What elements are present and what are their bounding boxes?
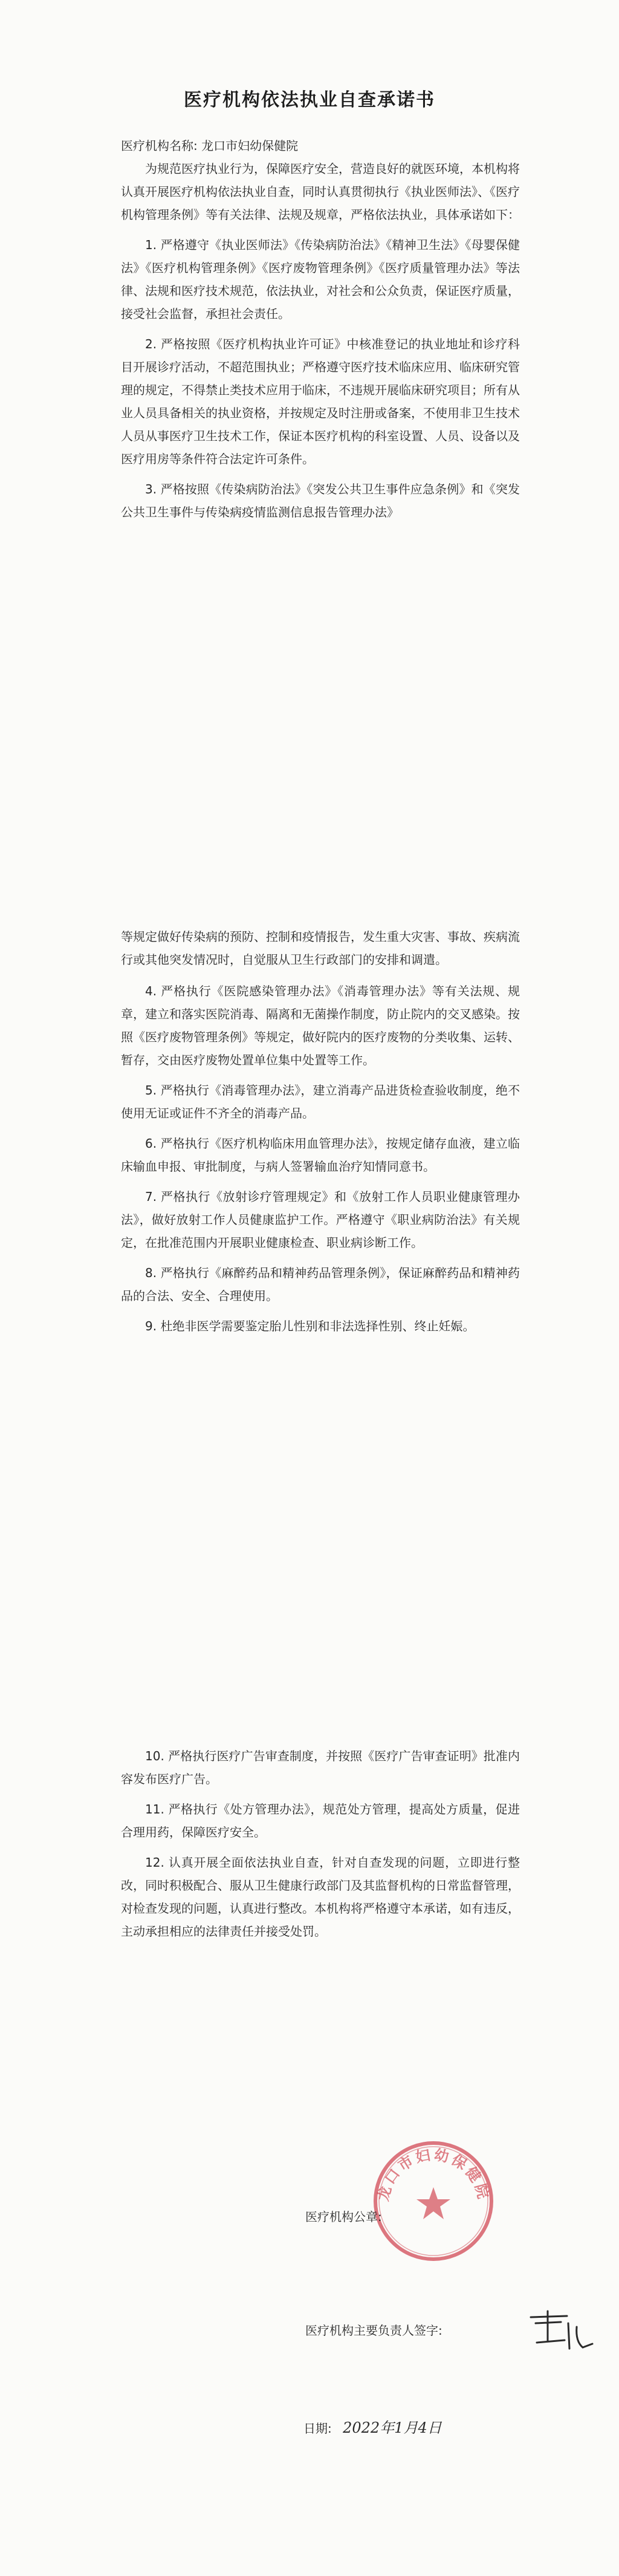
date-value: 2022年1月4日: [343, 2419, 442, 2436]
commitment-item-11: 11. 严格执行《处方管理办法》，规范处方管理，提高处方质量，促进合理用药，保障医疗安全。: [121, 1802, 520, 1839]
signer-label: 医疗机构主要负责人签字:: [305, 2323, 442, 2338]
commitment-item-4: 4. 严格执行《医院感染管理办法》《消毒管理办法》等有关法规、规章，建立和落实医院消毒、隔离和无菌操作制度，防止院内的交叉感染。按照《医疗废物管理条例》等规定，做好院内的医疗废物的分类收集、运转、暂存，交由医疗废物处置单位集中处置等工作。: [121, 984, 520, 1067]
date-line: [303, 2416, 442, 2437]
commitment-item-3: 3. 严格按照《传染病防治法》《突发公共卫生事件应急条例》和《突发公共卫生事件与传染病疫情监测信息报告管理办法》: [121, 482, 520, 519]
section-part3: [121, 1745, 520, 1943]
document-title: 医疗机构依法执业自查承诺书: [184, 89, 435, 111]
stamp-label: 医疗机构公章:: [305, 2210, 382, 2224]
official-seal-stamp: [370, 2138, 497, 2265]
commitment-item-5: 5. 严格执行《消毒管理办法》，建立消毒产品进货检查验收制度，绝不使用无证或证件不齐全的消毒产品。: [121, 1083, 520, 1120]
date-label: 日期:: [303, 2421, 332, 2436]
intro-paragraph: 为规范医疗执业行为，保障医疗安全，营造良好的就医环境，本机构将认真开展医疗机构依法执业自查，同时认真贯彻执行《执业医师法》、《医疗机构管理条例》等有关法律、法规及规章，严格依法执业，具体承诺如下：: [121, 161, 520, 222]
commitment-item-3-continued: 等规定做好传染病的预防、控制和疫情报告，发生重大灾害、事故、疾病流行或其他突发情况时，自觉服从卫生行政部门的安排和调遣。: [121, 929, 520, 967]
org-name-line: [121, 134, 520, 157]
section-part2: [121, 925, 520, 1338]
commitment-item-8: 8. 严格执行《麻醉药品和精神药品管理条例》，保证麻醉药品和精神药品的合法、安全、合理使用。: [121, 1266, 520, 1303]
org-name: 龙口市妇幼保健院: [201, 138, 299, 153]
commitment-item-9: 9. 杜绝非医学需要鉴定胎儿性别和非法选择性别、终止妊娠。: [145, 1319, 475, 1333]
seal-text: 龙口市妇幼保健院: [374, 2146, 493, 2203]
commitment-item-12: 12. 认真开展全面依法执业自查，针对自查发现的问题，立即进行整改，同时积极配合、服从卫生健康行政部门及其监督机构的日常监督管理，对检查发现的问题，认真进行整改。本机构将严格遵守本承诺，如有违反，主动承担相应的法律责任并接受处罚。: [121, 1855, 520, 1939]
commitment-item-10: 10. 严格执行医疗广告审查制度，并按照《医疗广告审查证明》批准内容发布医疗广告。: [121, 1749, 520, 1786]
commitment-item-2: 2. 严格按照《医疗机构执业许可证》中核准登记的执业地址和诊疗科目开展诊疗活动，不超范围执业；严格遵守医疗技术临床应用、临床研究管理的规定，不得禁止类技术应用于临床，不违规开展临床研究项目；所有从业人员具备相关的执业资格，并按规定及时注册或备案，不使用非卫生技术人员从事医疗卫生技术工作，保证本医疗机构的科室设置、人员、设备以及医疗用房等条件符合法定许可条件。: [121, 337, 520, 466]
seal-star-icon: [416, 2187, 450, 2219]
handwritten-signature: [525, 2305, 597, 2360]
section-part1: [121, 134, 520, 524]
commitment-item-1: 1. 严格遵守《执业医师法》《传染病防治法》《精神卫生法》《母婴保健法》《医疗机构管理条例》《医疗废物管理条例》《医疗质量管理办法》等法律、法规和医疗技术规范，依法执业，对社会和公众负责，保证医疗质量，接受社会监督，承担社会责任。: [121, 238, 520, 321]
commitment-item-6: 6. 严格执行《医疗机构临床用血管理办法》，按规定储存血液，建立临床输血申报、审批制度，与病人签署输血治疗知情同意书。: [121, 1136, 520, 1174]
commitment-item-7: 7. 严格执行《放射诊疗管理规定》和《放射工作人员职业健康管理办法》，做好放射工作人员健康监护工作。严格遵守《职业病防治法》有关规定，在批准范围内开展职业健康检查、职业病诊断工作。: [121, 1189, 520, 1250]
org-label: 医疗机构名称:: [121, 138, 198, 153]
